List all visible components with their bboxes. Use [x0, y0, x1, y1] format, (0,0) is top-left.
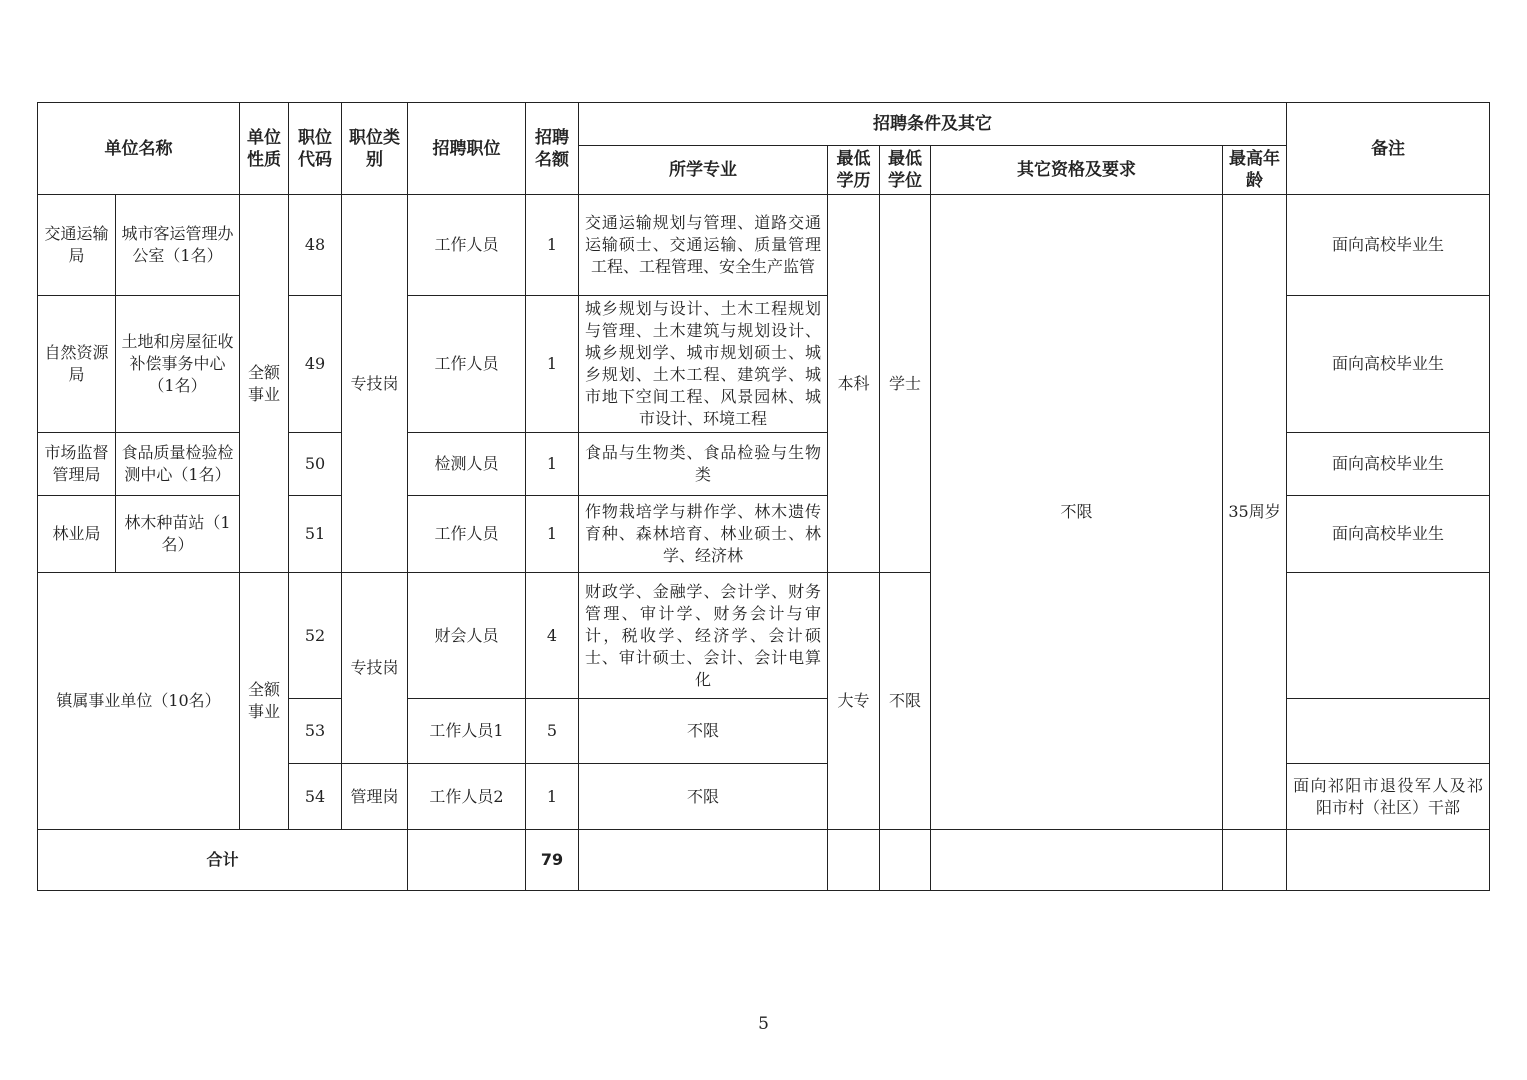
unit-type-cell: 全额事业 — [240, 195, 289, 573]
total-label: 合计 — [38, 830, 408, 891]
header-position-code: 职位代码 — [289, 103, 342, 195]
position-cell: 工作人员1 — [408, 699, 526, 764]
major-cell: 不限 — [579, 764, 828, 830]
header-row-1 — [38, 103, 1490, 146]
position-code-cell: 54 — [289, 764, 342, 830]
dept-name: 交通运输局 — [38, 195, 116, 296]
total-row — [38, 830, 1490, 891]
header-major: 所学专业 — [579, 146, 828, 195]
remarks-cell: 面向祁阳市退役军人及祁阳市村（社区）干部 — [1287, 764, 1490, 830]
position-code-cell: 49 — [289, 296, 342, 433]
office-name: 土地和房屋征收补偿事务中心（1名） — [116, 296, 240, 433]
quota-cell: 1 — [526, 764, 579, 830]
header-conditions: 招聘条件及其它 — [579, 103, 1287, 146]
position-code-cell: 53 — [289, 699, 342, 764]
header-min-degree: 最低学位 — [880, 146, 931, 195]
total-empty-other — [931, 830, 1223, 891]
remarks-cell: 面向高校毕业生 — [1287, 296, 1490, 433]
quota-cell: 1 — [526, 496, 579, 573]
remarks-cell — [1287, 573, 1490, 699]
page-number: 5 — [758, 1014, 769, 1034]
position-cell: 财会人员 — [408, 573, 526, 699]
office-name: 城市客运管理办公室（1名） — [116, 195, 240, 296]
dept-name: 市场监督管理局 — [38, 433, 116, 496]
quota-cell: 4 — [526, 573, 579, 699]
total-empty-position — [408, 830, 526, 891]
header-max-age: 最高年龄 — [1223, 146, 1287, 195]
office-name: 食品质量检验检测中心（1名） — [116, 433, 240, 496]
position-code-cell: 48 — [289, 195, 342, 296]
other-requirements-cell: 不限 — [931, 195, 1223, 830]
remarks-cell — [1287, 699, 1490, 764]
position-code-cell: 51 — [289, 496, 342, 573]
max-age-cell: 35周岁 — [1223, 195, 1287, 830]
major-cell: 城乡规划与设计、土木工程规划与管理、土木建筑与规划设计、城乡规划学、城市规划硕士、城乡规划、土木工程、建筑学、城市地下空间工程、风景园林、城市设计、环境工程 — [579, 296, 828, 433]
recruitment-table — [37, 102, 1490, 891]
town-unit-name: 镇属事业单位（10名） — [38, 573, 240, 830]
header-unit-name: 单位名称 — [38, 103, 240, 195]
header-quota: 招聘名额 — [526, 103, 579, 195]
major-cell: 财政学、金融学、会计学、财务管理、审计学、财务会计与审计，税收学、经济学、会计硕士、审计硕士、会计、会计电算化 — [579, 573, 828, 699]
total-quota: 79 — [526, 830, 579, 891]
header-position-category: 职位类别 — [342, 103, 408, 195]
office-name: 林木种苗站（1名） — [116, 496, 240, 573]
degree-cell: 不限 — [880, 573, 931, 830]
quota-cell: 1 — [526, 296, 579, 433]
degree-cell: 学士 — [880, 195, 931, 573]
position-cell: 工作人员 — [408, 296, 526, 433]
quota-cell: 5 — [526, 699, 579, 764]
position-cell: 工作人员 — [408, 195, 526, 296]
header-min-education: 最低学历 — [828, 146, 880, 195]
table-row — [38, 195, 1490, 296]
position-cell: 工作人员2 — [408, 764, 526, 830]
major-cell: 不限 — [579, 699, 828, 764]
quota-cell: 1 — [526, 433, 579, 496]
remarks-cell: 面向高校毕业生 — [1287, 433, 1490, 496]
total-empty-education — [828, 830, 880, 891]
education-cell: 本科 — [828, 195, 880, 573]
total-empty-remarks — [1287, 830, 1490, 891]
total-empty-major — [579, 830, 828, 891]
unit-type-cell: 全额事业 — [240, 573, 289, 830]
header-position: 招聘职位 — [408, 103, 526, 195]
remarks-cell: 面向高校毕业生 — [1287, 195, 1490, 296]
major-cell: 交通运输规划与管理、道路交通运输硕士、交通运输、质量管理工程、工程管理、安全生产监管 — [579, 195, 828, 296]
quota-cell: 1 — [526, 195, 579, 296]
education-cell: 大专 — [828, 573, 880, 830]
position-category-cell: 专技岗 — [342, 573, 408, 764]
header-other-requirements: 其它资格及要求 — [931, 146, 1223, 195]
total-empty-degree — [880, 830, 931, 891]
position-category-cell: 专技岗 — [342, 195, 408, 573]
major-cell: 作物栽培学与耕作学、林木遗传育种、森林培育、林业硕士、林学、经济林 — [579, 496, 828, 573]
major-cell: 食品与生物类、食品检验与生物类 — [579, 433, 828, 496]
dept-name: 林业局 — [38, 496, 116, 573]
position-category-cell: 管理岗 — [342, 764, 408, 830]
position-code-cell: 50 — [289, 433, 342, 496]
remarks-cell: 面向高校毕业生 — [1287, 496, 1490, 573]
total-empty-age — [1223, 830, 1287, 891]
header-unit-type: 单位性质 — [240, 103, 289, 195]
position-code-cell: 52 — [289, 573, 342, 699]
position-cell: 工作人员 — [408, 496, 526, 573]
dept-name: 自然资源局 — [38, 296, 116, 433]
header-remarks: 备注 — [1287, 103, 1490, 195]
position-cell: 检测人员 — [408, 433, 526, 496]
